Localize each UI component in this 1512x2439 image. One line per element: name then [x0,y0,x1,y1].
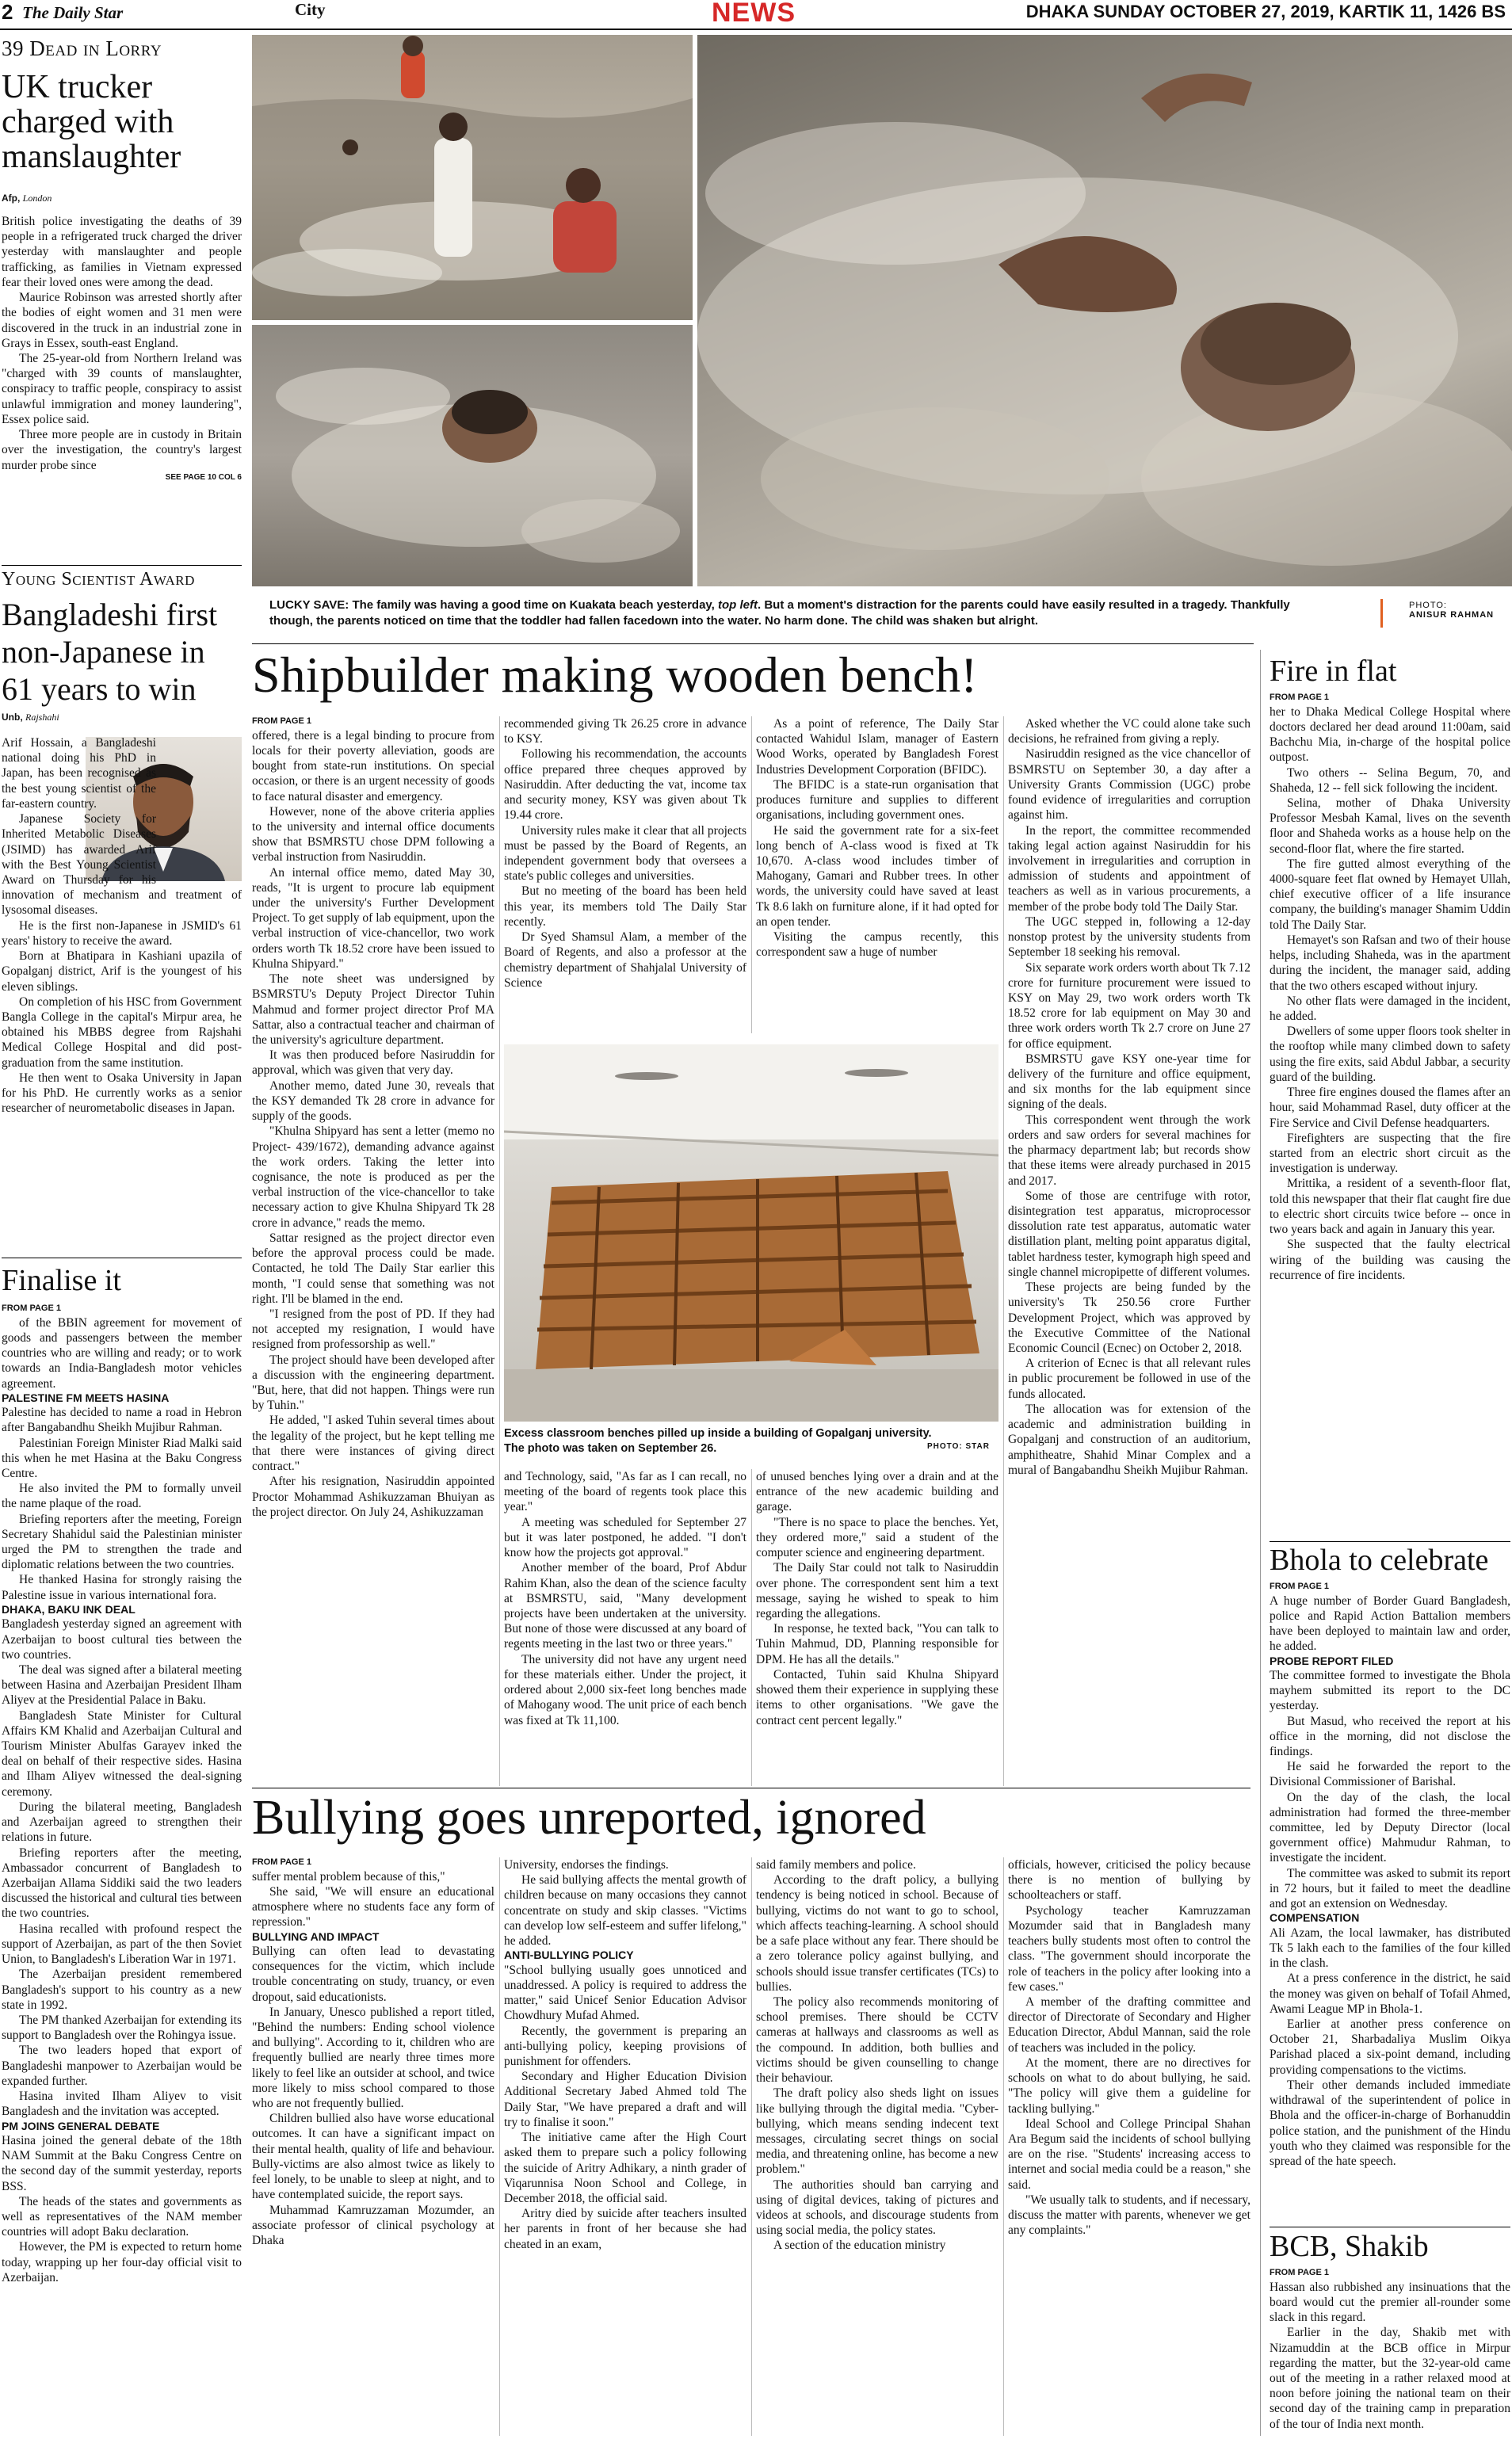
paragraph: He added, "I asked Tuhin several times about the legality of the project, but he kept telling me that there were instances of giving direct contract." [252,1414,494,1474]
paragraph: Visiting the campus recently, this correspondent saw a huge of number [756,930,998,960]
beach-caption: LUCKY SAVE: The family was having a good time on Kuakata beach yesterday, top left. But a moment's distraction for the parents could have easily resulted in a tragedy. Thankfully though, the parents noticed on time that the toddler had fallen facedown into the water. No harm done. The child was shaken but alright. [269,598,1290,628]
paragraph: Hasina invited Ilham Aliyev to visit Bangladesh and the invitation was accepted. [2,2090,242,2119]
paragraph: Two others -- Selina Begum, 70, and Shaheda, 12 -- fell sick following the incident. [1270,765,1510,795]
paragraph: Bangladesh State Minister for Cultural Affairs KM Khalid and Azerbaijan Cultural and Tourism Minister Abulfas Garayev inked the deal on behalf of their respective sides. Hasina and Ilham Aliyev witnessed the deal-signing ceremony. [2,1708,242,1799]
paragraph: As a point of reference, The Daily Star contacted Wahidul Islam, manager of Eastern Wood Works, operated by Bangladesh Forest Industries Development Corporation (BFIDC). [756,717,998,777]
paragraph: Sattar resigned as the project director even before the approval process could be made. Contacted, he told The Daily Star earlier this month, "I could sense that something was not right. I'll be blamed in the end. [252,1231,494,1306]
paragraph: Earlier in the day, Shakib met with Nizamuddin at the BCB office in Mirpur regarding the matter, but the 32-year-old came out of the meeting in a rather relaxed mood at noon before joining the national team on their second day of the training camp in preparation of the tour of India next month. [1270,2326,1510,2431]
paragraph: But Masud, who received the report at his office in the morning, did not disclose the findings. [1270,1714,1510,1758]
paragraph: Briefing reporters after the meeting, Foreign Secretary Shahidul said the Palestinian minister urged the PM to strengthen the trade and diplomatic relations between the two countries. [2,1512,242,1572]
paragraph: officials, however, criticised the policy because there is no mention of bullying by schoolteachers or staff. [1008,1858,1250,1903]
paragraph: After his resignation, Nasiruddin appointed Proctor Mohammad Ashikuzzaman Bhuiyan as the project director. On July 24, Ashikuzzaman [252,1475,494,1519]
paragraph: "School bullying usually goes unnoticed and unaddressed. A policy is required to address the matter," said Unicef Senior Education Advisor Chowdhury Mufad Ahmed. [504,1963,746,2023]
ship-headline: Shipbuilder making wooden bench! [252,647,978,703]
paragraph: According to the draft policy, a bullying tendency is being noticed in school. Because of bullying, victims do not want to go to school, which affects teaching-learning. A school should be a safe place without any fear. There should be a zero tolerance policy against bullying, and schools should issue transfer certificates (TCs) to bullies. [756,1873,998,1994]
from-page-label: FROM PAGE 1 [1270,2268,1329,2277]
bully-column-1 [252,1857,494,2436]
uk-story-body [2,214,242,563]
column-rule [1003,1857,1004,2436]
arif-headline: Bangladeshi first non-Japanese in 61 years to win [2,597,218,708]
column-rule [499,716,500,1786]
paragraph: The policy also recommends monitoring of school premises. There should be CCTV cameras at hallways and classrooms as well as the compound. In addition, both bullies and victims should be given counselling to change their behaviour. [756,1994,998,2086]
paragraph: Hemayet's son Rafsan and two of their house helps, including Shaheda, was in the apartment during the incident, the manager said, adding that the two others escaped without injury. [1270,933,1510,993]
from-page-label: FROM PAGE 1 [2,1303,61,1313]
paragraph: In January, Unesco published a report titled, "Behind the numbers: Ending school violence and bullying". According to it, children who are frequently bullied are nearly three times more likely to feel like an outsider at school, and twice more likely to miss school compared to those who are not frequently bullied. [252,2005,494,2111]
paragraph: The Azerbaijan president remembered Bangladesh's support to his country as a new state in 1992. [2,1968,242,2012]
paragraph: Palestine has decided to name a road in Hebron after Bangabandhu Sheikh Mujibur Rahman. [2,1406,242,1435]
paragraph: The draft policy also sheds light on issues like bullying through the digital media. "Cyber-bullying, which means sending indecent text messages, circulating secret things on social media, and threatening online, has become a new problem." [756,2086,998,2177]
column-rule [751,1857,752,2436]
paragraph: He is the first non-Japanese in JSMID's 61 years' history to receive the award. [2,918,242,948]
paragraph: Ali Azam, the local lawmaker, has distributed Tk 5 lakh each to the families of the four killed in the clash. [1270,1926,1510,1971]
paragraph: The heads of the states and governments as well as representatives of the NAM member countries will adopt Baku declaration. [2,2194,242,2239]
paragraph: Asked whether the VC could alone take such decisions, he refrained from giving a reply. [1008,717,1250,746]
paragraph: A meeting was scheduled for September 27 but it was later postponed, he added. "I don't know how the projects got approval." [504,1515,746,1560]
paragraph: He also invited the PM to formally unveil the name plaque of the road. [2,1482,242,1511]
bhola-story-body [1270,1582,1510,2223]
subheading: COMPENSATION [1270,1911,1360,1925]
paragraph: He then went to Osaka University in Japan for his PhD. He currently works as a senior researcher of neurometabolic diseases in Japan. [2,1071,242,1116]
paragraph: Hassan also rubbished any insinuations that the board would cut the premier all-rounder some slack in this regard. [1270,2280,1510,2325]
paragraph: On completion of his HSC from Government Bangla College in the capital's Mirpur area, he obtained his MBBS degree from Rajshahi Medical College Hospital and did post-graduation from the same institution. [2,994,242,1070]
paragraph: He said bullying affects the mental growth of children because on many occasions they cannot concentrate on study and skip classes. "Victims can develop low self-esteem and suffer lifelong," he added. [504,1873,746,1949]
ship-column-4 [1008,716,1250,1786]
paragraph: An internal office memo, dated May 30, reads, "It is urgent to procure lab equipment under the university's Further Development Project. To get supply of lab equipment, upon the verbal instruction of vice-chancellor, two work orders worth Tk 18.52 crore have been issued to Khulna Shipyard." [252,865,494,971]
paragraph: Recently, the government is preparing an anti-bullying policy, keeping provisions of punishment for offenders. [504,2024,746,2068]
paragraph: Hasina recalled with profound respect the support of Azerbaijan, as part of the then Soviet Union, to Bangladesh's Liberation War in 1971. [2,1922,242,1967]
paragraph: The 25-year-old from Northern Ireland was "charged with 39 counts of manslaughter, conspiracy to traffic people, conspiracy to assist unlawful immigration and money laundering", Essex police said. [2,351,242,426]
jump-reference: SEE PAGE 10 COL 6 [165,472,242,482]
paragraph: However, the PM is expected to return home today, wrapping up her four-day official visit to Azerbaijan. [2,2240,242,2284]
paragraph: Secondary and Higher Education Division Additional Secretary Jabed Ahmed told The Daily Star, "We have prepared a draft and will try to finalise it soon." [504,2070,746,2129]
subheading: PALESTINE FM MEETS HASINA [2,1391,170,1404]
paragraph: The university did not have any urgent need for these materials either. Under the project, it ordered about 2,000 six-feet long benches made of Mahogany wood. The unit price of each bench was fixed at Tk 11,100. [504,1652,746,1727]
beach-photo-credit: PHOTO: ANISUR RAHMAN [1409,601,1495,620]
paragraph: In the report, the committee recommended taking legal action against Nasiruddin for his involvement in irregularities and corruption in admission of students and appointment of teachers as well as in various procurements, a member of the probe body told The Daily Star. [1008,823,1250,914]
paragraph: and Technology, said, "As far as I can recall, no meeting of the board of regents took place this year." [504,1470,746,1514]
column-rule [1260,650,1261,2436]
paragraph: suffer mental problem because of this," [252,1869,445,1884]
paragraph: On the day of the clash, the local administration had formed the three-member committee, led by Deputy Director (local government office) Mahmudur Rahman, to investigate the incident. [1270,1790,1510,1865]
paragraph: The PM thanked Azerbaijan for extending its support to Bangladesh over the Rohingya issue. [2,2013,242,2043]
paragraph: Three more people are in custody in Britain over the investigation, the country's largest murder probe since [2,428,242,472]
paragraph: She said, "We will ensure an educational atmosphere where no students face any form of repression." [252,1884,494,1929]
paragraph: At a press conference in the district, he said the money was given on behalf of Tofail Ahmed, Awami League MP in Bhola-1. [1270,1971,1510,2016]
paragraph: The committee was asked to submit its report in 72 hours, but it failed to meet the deadline and got an extension on Wednesday. [1270,1866,1510,1911]
paragraph: Ideal School and College Principal Shahan Ara Begum said the incidents of school bullying are on the rise. "Students' increasing access to internet and social media could be a reason," she said. [1008,2116,1250,2192]
newspaper-logo: The Daily Star [22,3,124,22]
paragraph: Earlier at another press conference on October 21, Sharbadaliya Muslim Oikya Parishad placed a six-point demand, including providing compensations to the victims. [1270,2017,1510,2077]
paragraph: Hasina joined the general debate of the 18th NAM Summit at the Baku Congress Centre on the second day of the summit yesterday, reports BSS. [2,2133,242,2193]
paragraph: A member of the drafting committee and director of Directorate of Secondary and Higher Education Director, Abdul Mannan, said the role of teachers was included in the policy. [1008,1994,1250,2055]
paragraph: Palestinian Foreign Minister Riad Malki said this when he met Hasina at the Baku Congress Centre. [2,1436,242,1480]
paragraph: Six separate work orders worth about Tk 7.12 crore for furniture procurement were issued to KSY on May 29, two work orders worth Tk 18.52 crore for lab equipment on May 30 and three work orders worth Tk 2.7 crore on June 27 for office equipment. [1008,960,1250,1051]
fire-divider [1270,1541,1510,1542]
bcb-story-body [1270,2268,1510,2436]
portrait-spacer [156,735,242,881]
subheading: PM JOINS GENERAL DEBATE [2,2119,160,2132]
paragraph: He said the government rate for a six-feet long bench of A-class wood is fixed at Tk 10,670. A-class wood includes timber of Mahogany, Gamari and Rubber trees. In other words, the university could have saved at least Tk 8.6 lakh on furniture alone, if it had opted for an open tender. [756,823,998,929]
paragraph: A huge number of Border Guard Bangladesh, police and Rapid Action Battalion members have been deployed to maintain law and order, he added. [1270,1594,1510,1654]
paragraph: Another member of the board, Prof Abdur Rahim Khan, also the dean of the science faculty at BSMRSTU, said, "Many development projects have been undertaken at the university. But none of those were discussed at any board of regents meeting in the last two or three years." [504,1561,746,1651]
photo-credit-bar [1380,599,1383,628]
beach-photo-family [252,35,693,320]
paragraph: The UGC stepped in, following a 12-day nonstop protest by the university students from September 18 seeking his removal. [1008,914,1250,960]
paragraph: The authorities should ban carrying and using of digital devices, taking of pictures and videos at schools, and discourage students from using social media, the policy states. [756,2178,998,2238]
paragraph: The Daily Star could not talk to Nasiruddin over phone. The correspondent sent him a text message, saying he wished to speak to him regarding the allegations. [756,1561,998,1620]
paragraph: Three fire engines doused the flames after an hour, said Mohammad Rasel, duty officer at the Fire Service and Civil Defense headquarters. [1270,1086,1510,1130]
bully-headline: Bullying goes unreported, ignored [252,1791,926,1845]
subheading: ANTI-BULLYING POLICY [504,1949,634,1962]
paragraph: "We usually talk to students, and if necessary, discuss the matter with parents, whenever we get any complaints." [1008,2193,1250,2238]
beach-photo-child-facedown [252,325,693,586]
paragraph: "I resigned from the post of PD. If they had not accepted my resignation, I would have resigned from professorship as well." [252,1307,494,1352]
paragraph: The project should have been developed after a discussion with the engineering department. "But, here, that did not happen. Things were run by Tuhin." [252,1353,494,1413]
uk-headline: UK trucker charged with manslaughter [2,69,181,176]
bully-column-4 [1008,1857,1250,2436]
paragraph: said family members and police. [756,1858,916,1872]
finalise-headline: Finalise it [2,1264,121,1297]
paragraph: Arif Hossain, a Bangladeshi national doing his PhD in Japan, has been recognised as the best young scientist of the far-eastern country. [2,736,156,811]
paragraph: Selina, mother of Dhaka University Professor Mesbah Kamal, lives on the seventh floor and Shaheda works as a house help on the second-floor flat, where the fire started. [1270,796,1510,856]
paragraph: Psychology teacher Kamruzzaman Mozumder said that in Bangladesh many teachers bully students most often to control the class. "The government should incorporate the role of teachers in the policy after looking into a few cases." [1008,1903,1250,1994]
paragraph: Dwellers of some upper floors took shelter in the rooftop while many climbed down to safety using the fire exits, said Abdul Jabbar, a security guard of the building. [1270,1025,1510,1084]
column-rule [751,1469,752,1786]
paragraph: University, endorses the findings. [504,1858,669,1872]
from-page-label: FROM PAGE 1 [1270,1582,1329,1591]
paragraph: At the moment, there are no directives for schools on what to do about bullying, he said. "The policy will give them a guideline for tackling bullying." [1008,2055,1250,2116]
paragraph: The note sheet was undersigned by BSMRSTU's Deputy Project Director Tuhin Mahmud and former project director Prof MA Sattar, also a contractual teacher and chairman of the university's agriculture department. [252,972,494,1047]
paragraph: Dr Syed Shamsul Alam, a member of the Board of Regents, and also a professor at the chemistry department of Shahjalal University of Science [504,930,746,990]
paragraph: The fire gutted almost everything of the 4000-square feet flat owned by Hemayet Ullah, chief executive officer of a life insurance company, the building's manager Shamim Uddin told The Daily Star. [1270,857,1510,932]
paragraph: A criterion of Ecnec is that all relevant rules in public procurement be followed in use of the funds allocated. [1008,1357,1250,1401]
paragraph: However, none of the above criteria applies to the university and internal office documents show that BSMRSTU chose DPM following a verbal instruction from Nasiruddin. [252,804,494,865]
paragraph: Another memo, dated June 30, reveals that the KSY demanded Tk 28 crore in advance for supply of the goods. [252,1078,494,1124]
fire-headline: Fire in flat [1270,655,1397,688]
paragraph: "Khulna Shipyard has sent a letter (memo no Project- 439/1672), demanding advance against the work orders. Taking the letter into cognisance, the note is produced as per the verbal instruction of the vice-chancellor to take necessary action to give Khulna Shipyard Tk 28 crore in advance," reads the memo. [252,1124,494,1230]
uk-byline: Afp, London [2,193,52,204]
paragraph: University rules make it clear that all projects must be passed by the Board of Regents, an independent government body that oversees a state's public colleges and universities. [504,823,746,884]
paragraph: Following his recommendation, the accounts office prepared three cheques approved by Nasiruddin. After deducting the vat, income tax and security money, KSY was given about Tk 19.44 crore. [504,747,746,823]
paragraph: A section of the education ministry [773,2239,946,2253]
paragraph: No other flats were damaged in the incident, he added. [1270,994,1510,1023]
uk-divider [2,565,242,566]
bhola-headline: Bhola to celebrate [1270,1544,1489,1577]
subheading: BULLYING AND IMPACT [252,1929,380,1943]
paragraph: Firefighters are suspecting that the fire started from an electric short circuit as the investigation is underway. [1270,1131,1510,1176]
paragraph: British police investigating the deaths of 39 people in a refrigerated truck charged the driver yesterday with manslaughter and people trafficking, as families in Vietnam expressed fear their loved ones were among the dead. [2,215,242,289]
ship-column-2 [504,716,746,1035]
paragraph: Mrittika, a resident of a seventh-floor flat, told this newspaper that their flat caught fire due to electric short circuits twice before -- once in two years back and again in January this year. [1270,1177,1510,1237]
paragraph: Japanese Society for Inherited Metabolic Diseases (JSIMD) has awarded Arif with the Best Young Scientist Award on Thursday for his innovation of mechanism and treatment of lysosomal diseases. [2,812,242,918]
paragraph: Born at Bhatipara in Kashiani upazila of Gopalganj district, Arif is the youngest of his eleven siblings. [2,949,242,994]
beach-photo-rescue [697,35,1512,586]
finalise-story-body [2,1303,242,2435]
bully-column-2 [504,1857,746,2436]
column-rule [1003,716,1004,1786]
paragraph: recommended giving Tk 26.25 crore in advance to KSY. [504,717,746,746]
paragraph: Briefing reporters after the meeting, Ambassador concurrent of Bangladesh to Azerbaijan Allama Siddiki said the two leaders discussed the historical and cultural ties between the two countries. [2,1845,242,1921]
paragraph: Bangladesh yesterday signed an agreement with Azerbaijan to boost cultural ties between the two countries. [2,1617,242,1662]
ship-column-3-continued [756,1469,998,1786]
beach-divider [252,643,1254,644]
arif-story-body [2,735,242,1302]
paragraph: Bullying can often lead to devastating consequences for the victim, which include trouble concentrating on study, truancy, or even dropout, said educationists. [252,1944,494,2004]
column-rule [751,716,752,1033]
ship-column-2-continued [504,1469,746,1786]
paragraph: The deal was signed after a bilateral meeting between Hasina and Azerbaijan President Ilham Aliyev at the Presidential Palace in Baku. [2,1662,242,1708]
uk-kicker: 39 Dead in Lorry [2,36,162,60]
bully-column-3 [756,1857,998,2436]
subheading: DHAKA, BAKU INK DEAL [2,1602,136,1616]
paragraph: Some of those are centrifuge with rotor, disintegration test apparatus, microprocessor dissolution rate test apparatus, automatic water distillation plant, melting point apparatus digital, tablet hardness tester, kymograph high speed and single channel micropipette of different volumes. [1008,1189,1250,1279]
paragraph: The initiative came after the High Court asked them to prepare such a policy following the suicide of Aritry Adhikary, a ninth grader of Viqarunnisa Noon School and College, in December 2018, the official said. [504,2131,746,2205]
from-page-label: FROM PAGE 1 [252,716,311,726]
benches-photo [504,1044,998,1422]
paragraph: The committee formed to investigate the Bhola mayhem submitted its report to the DC yesterday. [1270,1668,1510,1713]
paragraph: Muhammad Kamruzzaman Mozumder, an associate professor of clinical psychology at Dhaka [252,2203,494,2248]
paragraph: of the BBIN agreement for movement of goods and passengers between the member countries who are willing and ready; or to work towards an India-Bangladesh motor vehicles agreement. [2,1315,242,1391]
page-number: 2 [2,0,13,24]
paragraph: Children bullied also have worse educational outcomes. It can have a significant impact on their mental health, quality of life and behaviour. Bully-victims are also almost twice as likely to feel lonely, to be unable to sleep at night, and to have contemplated suicide, the report says. [252,2112,494,2202]
paragraph: The BFIDC is a state-run organisation that produces furniture and supplies to different organisations, including government ones. [756,777,998,823]
bcb-headline: BCB, Shakib [1270,2230,1429,2263]
arif-kicker: Young Scientist Award [2,569,195,590]
paragraph: her to Dhaka Medical College Hospital where doctors declared her dead around 11:00am, said Bachchu Mia, in-charge of the hospital police outpost. [1270,704,1510,765]
paragraph: He thanked Hasina for strongly raising the Palestine issue in various international fora. [2,1573,242,1602]
paragraph: Maurice Robinson was arrested shortly after the bodies of eight women and 31 men were discovered in the truck in an industrial zone in Grays in Essex, south-east England. [2,291,242,350]
paragraph: Nasiruddin resigned as the vice chancellor of BSMRSTU on September 30, a day after a University Grants Commission (UGC) probe found evidence of irregularities and corruption against him. [1008,747,1250,823]
paragraph: offered, there is a legal binding to procure from locals for their poverty alleviation, goods are bought from state-run institutions. On special occasion, or there is an urgent necessity of goods to face natural disaster and emergency. [252,728,494,803]
from-page-label: FROM PAGE 1 [1270,693,1329,702]
dateline: DHAKA SUNDAY OCTOBER 27, 2019, KARTIK 11, 1426 BS [1025,2,1506,21]
paragraph: of unused benches lying over a drain and at the entrance of the new academic building and garage. [756,1470,998,1514]
ship-column-3 [756,716,998,1035]
masthead-rule [0,29,1512,30]
paragraph: Aritry died by suicide after teachers insulted her parents in front of her because she had cheated in an exam, [504,2207,746,2251]
paragraph: This correspondent went through the work orders and saw orders for several machines for the pharmacy department lab; but records show that these items were already purchased in 2015 and 2017. [1008,1113,1250,1188]
news-label: NEWS [712,0,796,28]
paragraph: In response, he texted back, "You can talk to Tuhin Mahmud, DD, Planning responsible for DPM. He has all the details." [756,1622,998,1666]
benches-photo-credit: PHOTO: STAR [927,1442,990,1451]
column-rule [499,1857,500,2436]
subheading: PROBE REPORT FILED [1270,1654,1394,1667]
section-name: City [295,0,326,19]
paragraph: BSMRSTU gave KSY one-year time for delivery of the furniture and office equipment, and six months for the lab equipment since signing of the deals. [1008,1052,1250,1112]
paragraph: The allocation was for extension of the academic and administration building in Gopalganj and construction of an auditorium, amphitheatre, Shahid Minar Complex and a mural of Bangabandhu Sheikh Mujibur Rahman. [1008,1402,1250,1477]
paragraph: It was then produced before Nasiruddin for approval, which was given that very day. [252,1048,494,1078]
paragraph: Their other demands included immediate withdrawal of the superintendent of police in Bhola and the officer-in-charge of Borhanuddin police station, and the punishment of the Hindu youth who they claimed was responsible for the spread of the hate speech. [1270,2078,1510,2168]
paragraph: The two leaders hoped that export of Bangladeshi manpower to Azerbaijan would be expanded further. [2,2044,242,2088]
paragraph: Contacted, Tuhin said Khulna Shipyard showed them their experience in supplying these items to other organisations. "We gave the contract cent percent legally." [756,1667,998,1727]
paragraph: These projects are being funded by the university's Tk 250.56 crore Further Development Project, which was approved by the Executive Committee of the National Economic Council (Ecnec) on October 2, 2018. [1008,1281,1250,1355]
arif-byline: Unb, Rajshahi [2,712,59,723]
from-page-label: FROM PAGE 1 [252,1857,311,1867]
paragraph: But no meeting of the board has been held this year, its members told The Daily Star recently. [504,884,746,929]
paragraph: "There is no space to place the benches. Yet, they ordered more," said a student of the computer science and engineering department. [756,1515,998,1560]
fire-story-body [1270,693,1510,1539]
masthead [0,0,1512,27]
paragraph: He said he forwarded the report to the Divisional Commissioner of Barishal. [1270,1760,1510,1789]
benches-caption: Excess classroom benches pilled up inside a building of Gopalganj university. The photo was taken on September 26. [504,1427,932,1455]
paragraph: During the bilateral meeting, Bangladesh and Azerbaijan agreed to strengthen their relations in future. [2,1800,242,1845]
paragraph: She suspected that the faulty electrical wiring of the building was causing the recurrence of fire incidents. [1270,1238,1510,1282]
